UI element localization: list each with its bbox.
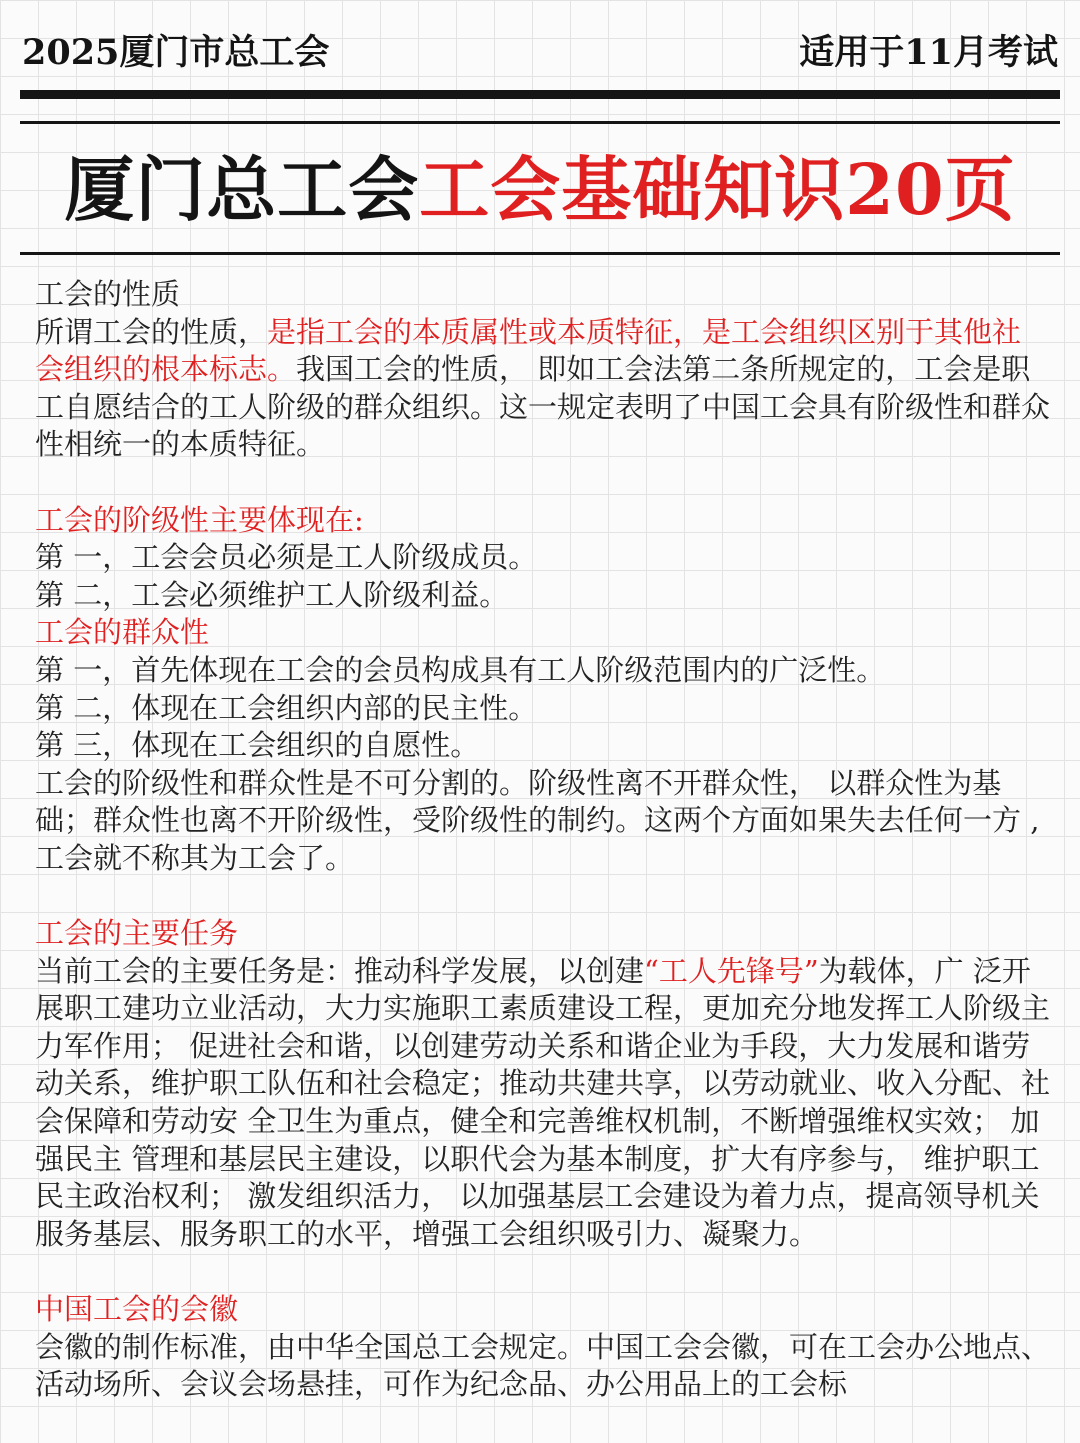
mass-nature-summary: 工会的阶级性和群众性是不可分割的。阶级性离不开群众性， 以群众性为基础；群众性也离不开阶级性，受阶级性的制约。这两个方面如果失去任何一方 ,工会就不称其为工会了。 <box>35 765 1040 875</box>
page-title <box>0 140 1080 240</box>
divider-thin <box>20 121 1060 124</box>
class-nature-item-1: 第 一，工会会员必须是工人阶级成员。 <box>35 540 538 575</box>
class-nature-item-2: 第 二，工会必须维护工人阶级利益。 <box>35 577 509 612</box>
section-heading-tasks: 工会的主要任务 <box>35 916 239 951</box>
header-left-label: 2025厦门市总工会 <box>22 32 330 73</box>
tasks-text-highlight: “工人先锋号” <box>644 953 819 988</box>
paragraph-emblem: 会徽的制作标准，由中华全国总工会规定。中国工会会徽，可在工会办公地点、活动场所、会议会场悬挂，可作为纪念品、办公用品上的工会标 <box>35 1329 1051 1402</box>
header-right-label: 适用于11月考试 <box>799 32 1058 73</box>
section-heading-class-nature: 工会的阶级性主要体现在: <box>35 502 364 537</box>
document-body <box>35 276 1050 1404</box>
paragraph-tasks <box>35 953 1050 1254</box>
spacer <box>35 464 1050 502</box>
nature-text-highlight: 是指工会的本质属性或本质特征，是工会组织区别于其他社会组织的根本标志。 <box>35 314 1022 387</box>
section-heading-nature: 工会的性质 <box>35 277 181 311</box>
mass-nature-item-2: 第 二，体现在工会组织内部的民主性。 <box>35 690 538 725</box>
title-black: 厦门总工会 <box>64 148 420 231</box>
spacer <box>35 1253 1050 1291</box>
paragraph-nature <box>35 314 1050 464</box>
spacer <box>35 878 1050 916</box>
mass-nature-item-1: 第 一，首先体现在工会的会员构成具有工人阶级范围内的广泛性。 <box>35 652 886 687</box>
nature-text-a: 所谓工会的性质， <box>35 314 268 349</box>
tasks-text-b: 为载体，广 泛开展职工建功立业活动，大力实施职工素质建设工程，更加充分地发挥工人阶级主力军作用； 促进社会和谐，以创建劳动关系和谐企业为手段，大力发展和谐劳动关系，维护职工队伍和社会稳定；推动共建共享，以劳动就业、收入分配、社会保障和劳动安 全卫生为重点，健全和完善维权机制，不断增强维权实效； 加强民主 管理和基层民主建设，以职代会为基本制度，扩大有序参与， 维护职工民主政治权利； 激发组织活力， 以加强基层工会建设为着力点，提高领导机关服务基层、服务职工的水平，增强工会组织吸引力、凝聚力。 <box>35 953 1051 1251</box>
divider-thick <box>20 90 1060 99</box>
section-heading-emblem: 中国工会的会徽 <box>35 1292 239 1327</box>
top-bar <box>22 24 1058 76</box>
mass-nature-item-3: 第 三，体现在工会组织的自愿性。 <box>35 728 480 763</box>
section-heading-mass-nature: 工会的群众性 <box>35 615 210 650</box>
tasks-text-a: 当前工会的主要任务是：推动科学发展，以创建 <box>35 953 645 988</box>
nature-text-b: 我国工会的性质， 即如工会法第二条所规定的，工会是职工自愿结合的工人阶级的群众组织。这一规定表明了中国工会具有阶级性和群众性相统一的本质特征。 <box>35 352 1051 462</box>
divider-title-bottom <box>20 252 1060 255</box>
title-red: 工会基础知识20页 <box>419 148 1016 231</box>
